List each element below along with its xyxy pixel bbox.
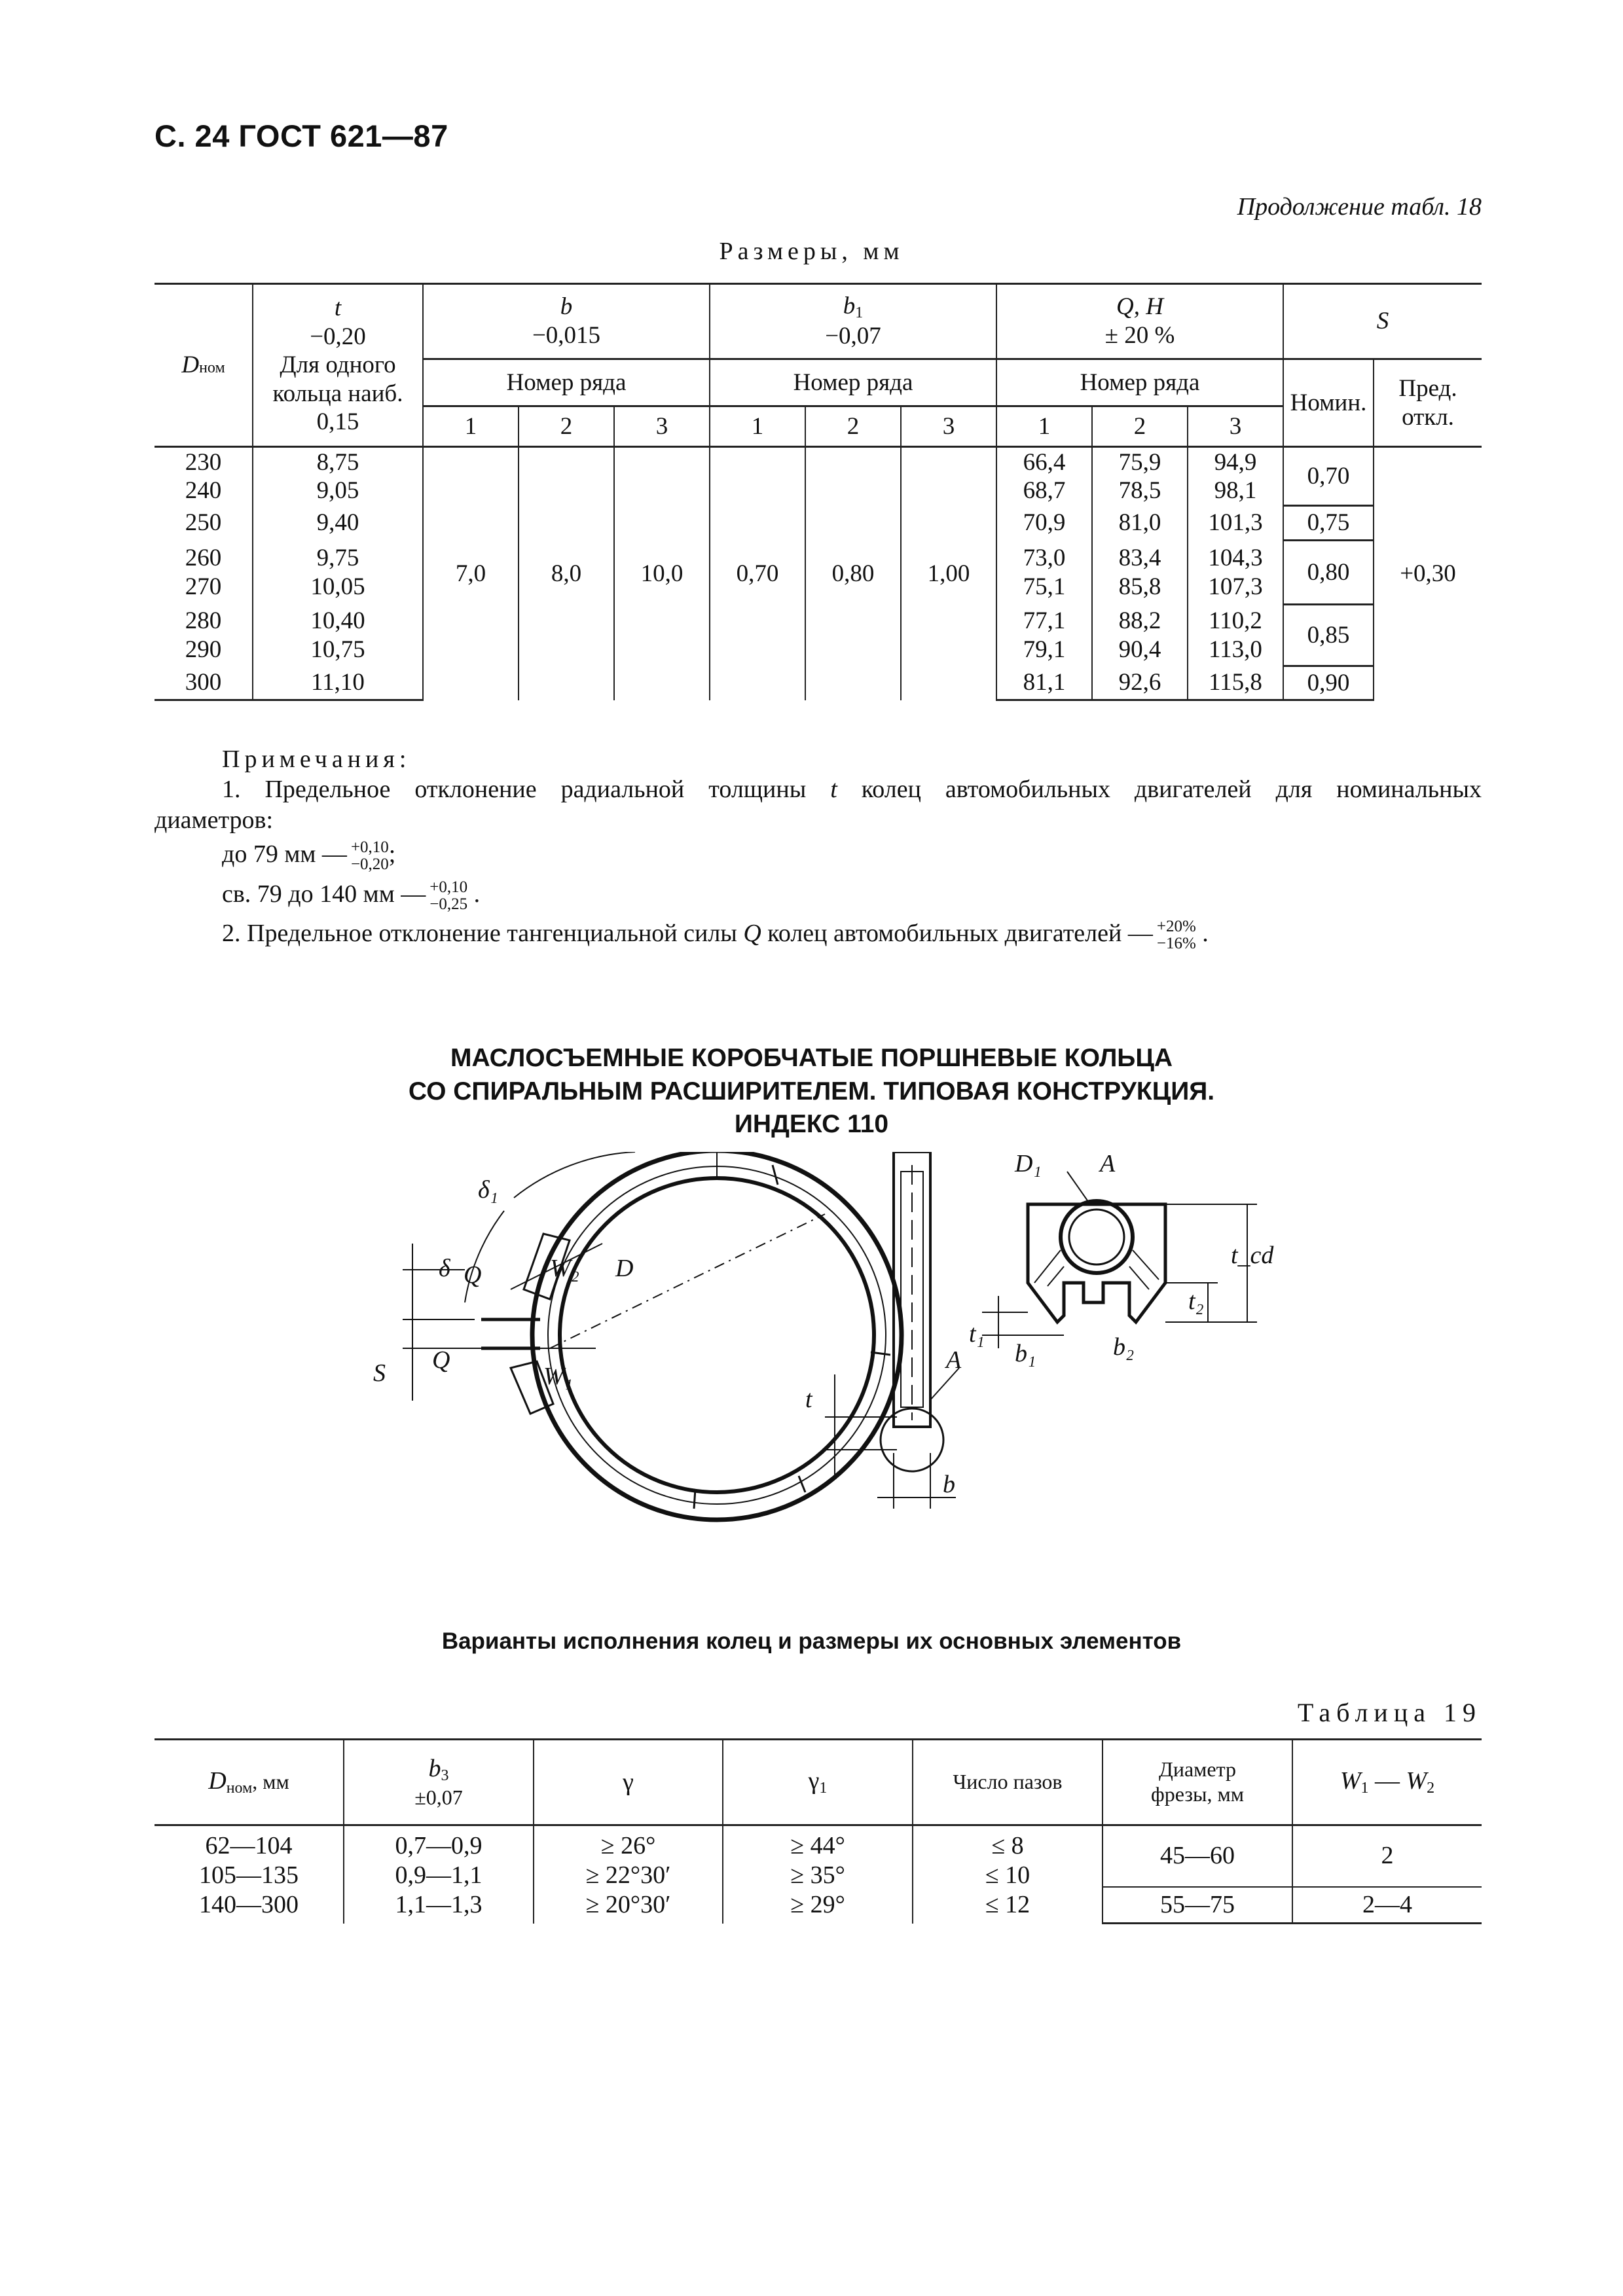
table-18 xyxy=(155,283,1482,701)
note-2: 2. Предельное отклонение тангенциальной силы Q колец автомобильных двигателей — +20% −16% . xyxy=(222,918,1209,953)
table-cell: 9,75 10,05 xyxy=(253,541,423,605)
note-1-line-2: св. 79 до 140 мм — +0,10 −0,25 . xyxy=(222,878,481,913)
table-cell: 101,3 xyxy=(1188,506,1283,541)
header-row-no-q: Номер ряда xyxy=(996,359,1283,406)
table-cell: 83,4 85,8 xyxy=(1092,541,1188,605)
label-q-bottom: Q xyxy=(432,1346,450,1374)
col-num: 3 xyxy=(901,406,996,447)
note-1-line-1: до 79 мм — +0,10 −0,20; xyxy=(222,838,396,874)
ring-drawing xyxy=(354,1152,1283,1545)
label-delta: δ xyxy=(439,1255,450,1282)
label-d1: D₁ xyxy=(1015,1152,1042,1177)
header-row-no-b: Номер ряда xyxy=(423,359,710,406)
label-w1: W₁ xyxy=(543,1363,573,1390)
table-cell: 10,40 10,75 xyxy=(253,605,423,666)
table-cell: +0,30 xyxy=(1374,447,1482,700)
table-cell: 77,1 79,1 xyxy=(996,605,1092,666)
header-dnom: Dном xyxy=(155,284,253,447)
page-header: С. 24 ГОСТ 621—87 xyxy=(155,118,448,153)
table-cell: 81,0 xyxy=(1092,506,1188,541)
table-cell: 260 270 xyxy=(155,541,253,605)
note-1: 1. Предельное отклонение радиальной толщины t колец автомобильных двигателей для номинальных xyxy=(222,776,1482,804)
label-q-top: Q xyxy=(464,1261,482,1289)
label-delta1: δ₁ xyxy=(478,1176,498,1204)
table-cell: 9,40 xyxy=(253,506,423,541)
table-cell: 0,80 xyxy=(805,447,901,700)
header-b: b −0,015 xyxy=(423,284,710,359)
table-cell: 300 xyxy=(155,666,253,700)
table-continuation: Продолжение табл. 18 xyxy=(1237,193,1482,221)
header-gamma: γ xyxy=(534,1740,723,1825)
table-cell: 280 290 xyxy=(155,605,253,666)
notes-heading: Примечания: xyxy=(222,745,411,773)
header-t: t −0,20 Для одного кольца наиб. 0,15 xyxy=(253,284,423,447)
note-1-cont: диаметров: xyxy=(155,806,274,834)
table-cell: 88,2 90,4 xyxy=(1092,605,1188,666)
header-gamma1: $\gamma_1$ xyxy=(723,1740,913,1825)
header-w: $W_1$ — $W_2$ xyxy=(1292,1740,1482,1825)
table-cell: 45—60 xyxy=(1103,1825,1292,1887)
label-s: S xyxy=(373,1359,386,1387)
table-19 xyxy=(155,1738,1482,1924)
table-cell: 70,9 xyxy=(996,506,1092,541)
header-b3: $b_3$ ±0,07 xyxy=(344,1740,534,1825)
section-title: МАСЛОСЪЕМНЫЕ КОРОБЧАТЫЕ ПОРШНЕВЫЕ КОЛЬЦА СО СПИРАЛЬНЫМ РАСШИРИТЕЛЕМ. ТИПОВАЯ КОНСТРУКЦИЯ. ИНДЕКС 110 xyxy=(408,1044,1215,1139)
header-s: S xyxy=(1283,284,1482,359)
col-num: 3 xyxy=(614,406,710,447)
units-caption: Размеры, мм xyxy=(719,238,904,265)
label-t1: t₁ xyxy=(969,1320,985,1348)
label-tcd: t_cd xyxy=(1231,1242,1274,1269)
col-num: 2 xyxy=(805,406,901,447)
table-cell: 230 240 xyxy=(155,447,253,506)
table-cell: 92,6 xyxy=(1092,666,1188,700)
table-cell: 0,85 xyxy=(1283,605,1374,666)
label-a-side: A xyxy=(946,1346,962,1374)
header-row-no-b1: Номер ряда xyxy=(710,359,996,406)
table-cell: 0,70 xyxy=(710,447,805,700)
table-cell: 7,0 xyxy=(423,447,519,700)
table-cell: 2 xyxy=(1292,1825,1482,1887)
label-w2: W₂ xyxy=(550,1255,579,1282)
col-num: 2 xyxy=(1092,406,1188,447)
table-cell: 0,80 xyxy=(1283,541,1374,605)
table-cell: 115,8 xyxy=(1188,666,1283,700)
table-cell: 66,4 68,7 xyxy=(996,447,1092,506)
table-19-label: Таблица 19 xyxy=(1297,1698,1482,1727)
table-cell: 0,75 xyxy=(1283,506,1374,541)
header-cutter: Диаметр фрезы, мм xyxy=(1103,1740,1292,1825)
header-b1: $b_1$ −0,07 xyxy=(710,284,996,359)
table-cell: 0,7—0,9 0,9—1,1 1,1—1,3 xyxy=(344,1825,534,1924)
label-a-detail: A xyxy=(1100,1152,1116,1177)
table-cell: 94,9 98,1 xyxy=(1188,447,1283,506)
col-num: 1 xyxy=(996,406,1092,447)
table-cell: 250 xyxy=(155,506,253,541)
label-t: t xyxy=(805,1386,812,1413)
label-b2: b₂ xyxy=(1113,1333,1135,1361)
label-d: D xyxy=(615,1255,634,1282)
table-cell: 81,1 xyxy=(996,666,1092,700)
table-cell: 0,90 xyxy=(1283,666,1374,700)
header-s-dev: Пред. откл. xyxy=(1374,359,1482,447)
table-cell: ≤ 8 ≤ 10 ≤ 12 xyxy=(913,1825,1103,1924)
table-cell: 1,00 xyxy=(901,447,996,700)
table-cell: 75,9 78,5 xyxy=(1092,447,1188,506)
col-num: 2 xyxy=(519,406,614,447)
col-num: 1 xyxy=(710,406,805,447)
header-slots: Число пазов xyxy=(913,1740,1103,1825)
ring-plan-view xyxy=(403,1152,902,1520)
table-cell: 0,70 xyxy=(1283,447,1374,506)
label-b: b xyxy=(943,1471,955,1498)
table-cell: 10,0 xyxy=(614,447,710,700)
table-cell: 110,2 113,0 xyxy=(1188,605,1283,666)
table-cell: 8,75 9,05 xyxy=(253,447,423,506)
table-cell: 8,0 xyxy=(519,447,614,700)
table-19-subtitle: Варианты исполнения колец и размеры их основных элементов xyxy=(441,1628,1182,1654)
table-cell: 62—104 105—135 140—300 xyxy=(155,1825,344,1924)
label-b1: b₁ xyxy=(1015,1340,1036,1367)
header-q: Q, Н ± 20 % xyxy=(996,284,1283,359)
detail-a-view xyxy=(982,1172,1257,1348)
table-cell: 11,10 xyxy=(253,666,423,700)
table-cell: ≥ 44° ≥ 35° ≥ 29° xyxy=(723,1825,913,1924)
table-cell: 104,3 107,3 xyxy=(1188,541,1283,605)
table-cell: 55—75 xyxy=(1103,1887,1292,1924)
table-cell: ≥ 26° ≥ 22°30′ ≥ 20°30′ xyxy=(534,1825,723,1924)
notes xyxy=(155,744,1482,953)
col-num: 3 xyxy=(1188,406,1283,447)
table-cell: 2—4 xyxy=(1292,1887,1482,1924)
header-dnom-mm: $D_{ном}$, мм xyxy=(155,1740,344,1825)
label-t2: t₂ xyxy=(1188,1287,1204,1315)
col-num: 1 xyxy=(423,406,519,447)
header-s-nom: Номин. xyxy=(1283,359,1374,447)
table-cell: 73,0 75,1 xyxy=(996,541,1092,605)
